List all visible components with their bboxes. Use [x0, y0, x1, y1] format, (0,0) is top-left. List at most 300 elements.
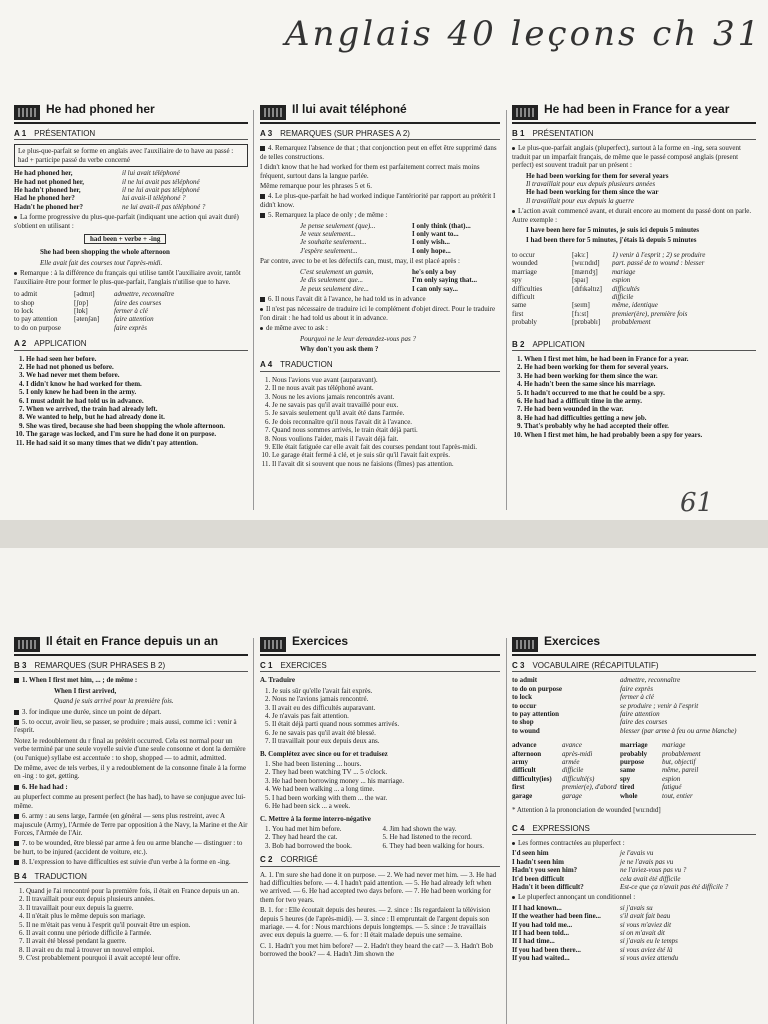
example-left: Je peux seulement dire...: [300, 284, 369, 293]
bullet-icon: [512, 147, 515, 150]
vocab-word: army: [512, 758, 528, 767]
section-label: CORRIGÉ: [280, 855, 318, 865]
vocab-word: to shop: [512, 718, 534, 727]
vocab-meaning: mariage: [612, 267, 636, 276]
section-number: A 3: [260, 129, 273, 138]
square-bullet-icon: [14, 814, 19, 819]
square-bullet-icon: [14, 710, 19, 715]
vocab-meaning: tout, entier: [662, 791, 693, 800]
list-item: 4. Il n'était plus le même depuis son mariage.: [26, 912, 248, 920]
example-row: [512, 929, 756, 937]
list-item: 7. Il travaillait pour eux depuis deux ans.: [272, 737, 500, 745]
handwritten-page-number: 61: [680, 488, 714, 518]
list-item: 7. When we arrived, the train had already left.: [26, 405, 248, 413]
example-right: je ne l'avais pas vu: [620, 857, 674, 866]
page-gap: [0, 520, 768, 548]
column-1: [14, 636, 248, 965]
list-item: 3. Nous ne les avions jamais rencontrés avant.: [272, 393, 500, 401]
vocab-phonetic: [wuːndɪd]: [572, 259, 600, 268]
example-right: si on m'avait dit: [620, 928, 665, 937]
bullet-icon: [512, 210, 515, 213]
list-item: 7. He had been wounded in the war.: [524, 405, 756, 413]
remark-text: 8. L'expression to have difficulties est suivie d'un verbe à la forme en -ing.: [22, 858, 231, 867]
example-row: [512, 858, 756, 866]
expressions-intro: [512, 839, 756, 847]
bullet-icon: [260, 308, 263, 311]
lesson-number-badge: [14, 637, 40, 652]
footnote: * Attention à la prononciation de wounded [wuːndɪd]: [512, 806, 661, 815]
vocab-meaning: difficultés: [612, 284, 640, 293]
list-item: 1. She had been listening ... hours.: [272, 760, 500, 768]
bullet-icon: [14, 216, 17, 219]
vocab-row: [14, 299, 248, 307]
remark: De même, avec de tels verbes, il y a redoublement de la consonne finale à la forme en -ing : to get, getting.: [14, 764, 247, 781]
example-translation: Elle avait fait des courses tout l'après-midi.: [40, 258, 163, 267]
remark: [14, 858, 248, 866]
example-row: [300, 238, 500, 246]
example-row: [512, 849, 756, 857]
section-number: C 1: [260, 661, 273, 670]
list-item: 2. They had been watching TV ... 5 o'clock.: [272, 768, 500, 776]
vocab-meaning: difficile: [612, 292, 634, 301]
square-bullet-icon: [260, 213, 265, 218]
example-right: I only wish...: [412, 238, 450, 247]
vocab-word: difficult: [512, 766, 536, 775]
list-item: 6. He had been sick ... a week.: [272, 802, 500, 810]
example-row: [300, 285, 500, 293]
bullet-icon: [512, 896, 515, 899]
vocab-word: probably: [512, 318, 537, 327]
list-item: 9. C'est probablement pourquoi il avait accepté leur offre.: [26, 954, 248, 962]
section-number: A 1: [14, 129, 27, 138]
vocab-word: purpose: [620, 758, 645, 767]
list-item: 6. Je dois reconnaître qu'il nous l'avait dit à l'avance.: [272, 418, 500, 426]
intro-text: Le plus-que-parfait anglais (pluperfect), surtout à la forme en -ing, sera souvent traduit par un imparfait français, de même que le passé composé anglais (present perfect) est souvent traduit par un présent :: [512, 144, 741, 170]
lesson-header: [14, 104, 248, 124]
translation-list: [26, 887, 248, 963]
vocab-list: [512, 251, 756, 327]
vocab-row: [512, 310, 756, 318]
example-left: Je pense seulement (que)...: [300, 221, 376, 230]
example-sentence: When I first arrived,: [54, 686, 117, 695]
lesson-header: [512, 104, 756, 124]
vocab-meaning: mariage: [662, 741, 686, 750]
exercise-list: [272, 687, 500, 746]
list-item: 11. He had said it so many times that we didn't pay attention.: [26, 439, 248, 447]
vocab-word: to do on purpose: [14, 323, 61, 332]
example-left: Je veux seulement...: [300, 230, 356, 239]
example-row: [14, 194, 248, 202]
vocab-meaning: but, objectif: [662, 758, 696, 767]
example-right: I'm only saying that...: [412, 276, 477, 285]
vocab-row: [512, 727, 756, 735]
section-label: VOCABULAIRE (RÉCAPITULATIF): [532, 661, 659, 670]
example-right: si j'avais eu le temps: [620, 937, 678, 946]
example-list: [526, 172, 756, 206]
column-2: [260, 104, 500, 470]
vocab-meaning: faire attention: [114, 315, 154, 324]
vocab-meaning: difficulté(s): [562, 774, 595, 783]
example-row: [300, 222, 500, 230]
section-label: REMARQUES (SUR PHRASES B 2): [34, 661, 166, 670]
expressions-list: [512, 849, 756, 891]
vocab-meaning: fermer à clé: [620, 693, 654, 702]
example-right: je l'avais vu: [620, 849, 654, 858]
section-number: C 3: [512, 661, 525, 670]
vocab-row: [14, 315, 248, 323]
example-right: si j'avais su: [620, 903, 653, 912]
section-heading: [512, 662, 756, 672]
vocab-meaning: difficile: [562, 766, 584, 775]
application-list: [26, 355, 248, 447]
list-item: 4. We had been walking ... a long time.: [272, 785, 500, 793]
vocab-row: [512, 710, 756, 718]
vocab-word: garage: [512, 791, 533, 800]
vocab-meaning: garage: [562, 791, 582, 800]
section-heading: [14, 340, 248, 350]
vocab-word: difficult: [512, 292, 535, 301]
example-right: I only think (that)...: [412, 221, 471, 230]
example-left: Had he phoned her?: [14, 194, 75, 203]
vocab-word: afternoon: [512, 749, 542, 758]
list-item: 8. He had had difficulties getting a new job.: [524, 414, 756, 422]
translation-list: [272, 376, 500, 468]
vocab-word: first: [512, 309, 524, 318]
action-text: L'action avait commencé avant, et durait encore au moment du passé dont on parle. Autre exemple :: [512, 207, 752, 224]
lesson-title: Il était en France depuis un an: [46, 634, 219, 648]
vocab-meaning: probablement: [662, 749, 701, 758]
vocab-list: [14, 290, 248, 332]
vocab-row: [512, 685, 756, 693]
list-item: 5. I had been working with them ... the war.: [272, 794, 500, 802]
intro: [512, 144, 756, 169]
example-left: If I had time...: [512, 937, 555, 946]
example-left: If you had been there...: [512, 945, 581, 954]
column-1: [14, 104, 248, 449]
section-number: C 2: [260, 855, 273, 865]
remark-text: 4. Le plus-que-parfait he had worked indique l'antériorité par rapport au prétérit I didn't know.: [260, 192, 496, 209]
remark-text: 7. to be wounded, être blessé par arme à feu ou arme blanche — distinguer : to be hurt, to be injured (accident de voiture, etc.).: [14, 839, 243, 856]
vocab-word: to occur: [512, 701, 537, 710]
example-list: [14, 169, 248, 211]
section-heading: [14, 662, 248, 672]
remark: Notez le redoublement du r final au prétérit occurred. Cela est normal pour un verbe terminé par une seule voyelle suivie d'une seule consonne et dont la dernière (ou l'unique) syllabe est accentuée : to shop, shopped — to admit, admitted.: [14, 736, 246, 762]
list-item: 5. Il était déjà parti quand nous sommes arrivés.: [272, 720, 500, 728]
example-translation: Quand je suis arrivé pour la première fois.: [54, 697, 174, 706]
vocab-word: first: [512, 783, 525, 792]
column-2: [260, 636, 500, 961]
section-label: PRÉSENTATION: [532, 129, 594, 138]
list-item: 10. Le garage était fermé à clé, et je suis sûr qu'il l'avait fait exprès.: [272, 451, 500, 459]
remark-text: 6. army : au sens large, l'armée (en général — sens plus restreint, avec A majuscule (Army), l'Armée de Terre par opposition à the Navy, la Marine et the Air Forces, l'Armée de l'Air.: [14, 812, 248, 837]
vocab-meaning: blesser (par arme à feu ou arme blanche): [620, 726, 737, 735]
example-left: If I had known...: [512, 903, 562, 912]
lesson-title: He had phoned her: [46, 102, 155, 116]
lesson-number-badge: [260, 105, 286, 120]
remark: [14, 783, 248, 791]
example-right: il lui avait téléphoné: [122, 169, 180, 178]
vocab-row: [14, 290, 248, 298]
example-left: C'est seulement un gamin,: [300, 267, 374, 276]
vocab-meaning: faire attention: [620, 710, 660, 719]
example-row: [512, 937, 756, 945]
expressions-intro-text: Les formes contractées au pluperfect :: [518, 838, 625, 847]
vocab-meaning: avance: [562, 741, 582, 750]
vocab-meaning: espion: [612, 276, 631, 285]
example-row: [512, 912, 756, 920]
example-left: J'espère seulement...: [300, 246, 358, 255]
divider: [506, 110, 507, 510]
example-left: Hadn't he phoned her?: [14, 202, 84, 211]
list-item: 4. Je n'avais pas fait attention.: [272, 712, 500, 720]
list-item: 9. That's probably why he had accepted their offer.: [524, 422, 756, 430]
list-item: 2. He had not phoned us before.: [26, 363, 248, 371]
example-right: si vous m'aviez dit: [620, 920, 672, 929]
example-right: ne l'aviez-vous pas vu ?: [620, 866, 687, 875]
vocab-word: to wound: [512, 726, 540, 735]
vocab-word: to pay attention: [512, 710, 560, 719]
vocab-meaning: premier(ère), première fois: [612, 309, 688, 318]
vocab-phonetic: [572, 293, 612, 301]
vocab-meaning: se produire ; venir à l'esprit: [620, 701, 699, 710]
section-heading: [14, 873, 248, 883]
vocab-meaning: admettre, reconnaître: [114, 290, 175, 299]
list-item: 3. He had been working for them since the war.: [524, 372, 756, 380]
remark-text: 6. Il nous l'avait dit à l'avance, he had told us in advance: [268, 294, 426, 303]
vocab-row: [512, 693, 756, 701]
example-right: I only hope...: [412, 246, 451, 255]
remark: Par contre, avec to be et les défectifs can, must, may, il est placé après :: [260, 257, 460, 266]
section-label: TRADUCTION: [280, 360, 333, 370]
vocab-meaning: probablement: [612, 318, 651, 327]
example-left: If the weather had been fine...: [512, 912, 601, 921]
section-number: A 2: [14, 339, 27, 349]
vocab-meaning: après-midi: [562, 749, 593, 758]
section-heading: [260, 662, 500, 672]
remark: au pluperfect comme au present perfect (he has had), to have se conjugue avec lui-même.: [14, 793, 246, 810]
vocab-word: spy: [620, 774, 631, 783]
remark: [14, 708, 248, 716]
section-number: C 4: [512, 823, 525, 833]
example-left: He hadn't phoned her,: [14, 186, 81, 195]
exercise-title: A. Traduire: [260, 676, 296, 685]
section-heading: [260, 856, 500, 866]
square-bullet-icon: [14, 860, 19, 865]
example-right: I can only say...: [412, 284, 458, 293]
example-right: il ne lui avait pas téléphoné: [122, 186, 200, 195]
example-sentence: He had been working for them for several years: [526, 171, 669, 180]
example-row: [512, 904, 756, 912]
list-item: 4. He hadn't been the same since his marriage.: [524, 380, 756, 388]
vocab-phonetic: [seɪm]: [572, 301, 590, 310]
square-bullet-icon: [14, 841, 19, 846]
remark: [260, 144, 500, 161]
remark: [14, 812, 248, 837]
vocab-word: to do on purpose: [512, 684, 562, 693]
vocab-meaning: premier(e), d'abord: [562, 783, 617, 792]
example-row: [14, 186, 248, 194]
list-item: 1. Nous l'avions vue avant (auparavant).: [272, 376, 500, 384]
vocab-row: [14, 307, 248, 315]
vocab-phonetic: [ətenʃən]: [74, 315, 100, 324]
square-bullet-icon: [14, 678, 19, 683]
exercise-title: C. Mettre à la forme interro-négative: [260, 814, 371, 823]
list-item: 1. When I first met him, he had been in France for a year.: [524, 355, 756, 363]
list-item: 3. He had been borrowing money ... his marriage.: [272, 777, 500, 785]
list-item: 2. Il ne nous avait pas téléphoné avant.: [272, 384, 500, 392]
vocab-phonetic: [fɜːst]: [572, 309, 589, 318]
list-item: 5. I only knew he had been in the army.: [26, 388, 248, 396]
example-left: He had not phoned her,: [14, 177, 84, 186]
vocab-row: [512, 276, 756, 284]
lesson-title: He had been in France for a year: [544, 102, 730, 116]
vocab-meaning: armée: [562, 758, 580, 767]
vocab-meaning: part. passé de to wound : blesser: [612, 259, 705, 268]
vocab-word: same: [512, 301, 527, 310]
remark-text: 4. Remarquez l'absence de that ; that conjonction peut en effet être supprimé dans de telles constructions.: [260, 144, 497, 161]
remark: [14, 269, 248, 286]
remark: [14, 718, 248, 735]
lesson-number-badge: [512, 637, 538, 652]
section-heading: [260, 361, 500, 371]
vocab-word: advance: [512, 741, 537, 750]
section-heading: [512, 825, 756, 835]
section-label: PRÉSENTATION: [34, 129, 96, 138]
vocab-word: probably: [620, 749, 648, 758]
section-number: A 4: [260, 360, 273, 370]
vocab-row: [512, 251, 756, 259]
vocab-meaning: fatigué: [662, 783, 682, 792]
lesson-title: Il lui avait téléphoné: [292, 102, 407, 116]
list-item: 4. Je ne savais pas qu'il avait travaillé pour eux.: [272, 401, 500, 409]
example-left: I hadn't seen him: [512, 857, 564, 866]
list-item: 1. Quand je l'ai rencontré pour la première fois, il était en France depuis un an.: [26, 887, 248, 895]
example-left: It'd been difficult: [512, 874, 565, 883]
list-item: 8. Nous voulions l'aider, mais il l'avait déjà fait.: [272, 435, 500, 443]
section-heading: [512, 341, 756, 351]
section-label: TRADUCTION: [34, 871, 87, 881]
section-heading: [260, 130, 500, 140]
example-sentence: Why don't you ask them ?: [300, 344, 379, 353]
exercise-list: [272, 760, 500, 810]
remark-text: de même avec to ask :: [266, 324, 329, 333]
example-row: [512, 883, 756, 891]
example-sentence: She had been shopping the whole afternoon: [40, 248, 170, 257]
divider: [253, 638, 254, 1024]
lesson-header: [14, 636, 248, 656]
vocab-row: [14, 324, 248, 332]
list-item: 3. We had never met them before.: [26, 371, 248, 379]
list-item: 2. He had been working for them for several years.: [524, 363, 756, 371]
remark-text: 5. Remarquez la place de only ; de même :: [268, 211, 388, 220]
section-number: B 2: [512, 339, 525, 349]
answer-key: C. 1. Hadn't you met him before? — 2. Hadn't they heard the cat? — 3. Hadn't Bob borrowed the book? — 4. Hadn't Jim shown the: [260, 941, 493, 959]
vocab-phonetic: [ədmɪt]: [74, 290, 95, 299]
section-label: APPLICATION: [34, 339, 87, 349]
vocab-word: difficulty(ies): [512, 774, 552, 783]
section-label: EXERCICES: [280, 661, 327, 670]
bottom-page: [0, 548, 768, 1024]
example-left: He had phoned her,: [14, 169, 73, 178]
example-right: si vous aviez été là: [620, 945, 673, 954]
answer-key: B. 1. for : Elle écoutait depuis des heures. — 2. since : Ils regardaient la télévision depuis 5 heures (de l'après-midi). — 3. since : Il empruntait de l'argent depuis son mariage. — 4. for : Nous marchions depuis longtemps. — 5. since : Je travaillais avec eux depuis la guerre. — 6. for : Il était malade depuis une semaine.: [260, 906, 491, 940]
bullet-icon: [14, 272, 17, 275]
lesson-title: Exercices: [544, 634, 601, 648]
list-item: 5. Il ne m'était pas venu à l'esprit qu'il pouvait être un espion.: [26, 921, 248, 929]
vocab-grid: [512, 741, 756, 800]
list-item: 5. He had listened to the record.: [390, 833, 501, 841]
section-number: B 3: [14, 661, 27, 670]
list-item: 1. You had met him before.: [272, 825, 383, 833]
remark: Même remarque pour les phrases 5 et 6.: [260, 182, 372, 191]
vocab-word: spy: [512, 276, 522, 285]
vocab-row: [512, 676, 756, 684]
vocab-phonetic: [mærɪdʒ]: [572, 267, 598, 276]
bullet-icon: [512, 842, 515, 845]
list-item: 6. Je ne savais pas qu'il avait été blessé.: [272, 729, 500, 737]
lesson-number-badge: [512, 105, 538, 120]
vocab-phonetic: [əkɜː]: [572, 250, 589, 259]
column-3: [512, 636, 756, 963]
list-item: 4. I didn't know he had worked for them.: [26, 380, 248, 388]
vocab-phonetic: [spaɪ]: [572, 276, 588, 285]
list-item: 6. He had had a difficult time in the army.: [524, 397, 756, 405]
action-note: [512, 207, 756, 224]
vocab-meaning: 1) venir à l'esprit ; 2) se produire: [612, 250, 706, 259]
vocab-word: to lock: [14, 306, 34, 315]
example-left: Hadn't it been difficult?: [512, 882, 584, 891]
lesson-title: Exercices: [292, 634, 349, 648]
square-bullet-icon: [260, 194, 265, 199]
vocab-word: to admit: [14, 290, 38, 299]
remark: [260, 192, 500, 209]
vocab-meaning: faire des courses: [620, 718, 668, 727]
vocab-word: to shop: [14, 298, 35, 307]
remark: [260, 211, 500, 219]
example-translation: Pourquoi ne le leur demandez-vous pas ?: [300, 334, 416, 343]
list-item: 10. When I first met him, he had probably been a spy for years.: [524, 431, 756, 439]
vocab-phonetic: [dɪfɪkəltɪz]: [572, 284, 602, 293]
example-row: [300, 230, 500, 238]
example-translation: Il travaillait pour eux depuis plusieurs années: [526, 180, 656, 189]
list-item: 1. He had seen her before.: [26, 355, 248, 363]
list-item: 3. Il avait eu des difficultés auparavant.: [272, 704, 500, 712]
progressive-text: La forme progressive du plus-que-parfait (indiquant une action qui avait duré) s'obtient en utilisant :: [14, 213, 239, 230]
divider: [253, 110, 254, 510]
answer-key: A. 1. I'm sure she had done it on purpose. — 2. We had never met him. — 3. He had had difficulties before. — 4. I hadn't paid attention. — 5. He had already left when we arrived. — 6. He had accepted two days before. — 7. He had been working for them for two years.: [260, 870, 497, 904]
lesson-number-badge: [14, 105, 40, 120]
list-item: 2. Nous ne l'avions jamais rencontré.: [272, 695, 500, 703]
section-label: APPLICATION: [532, 339, 585, 349]
vocab-row: [512, 301, 756, 309]
rule-box: Le plus-que-parfait se forme en anglais avec l'auxiliaire de to have au passé : had + participe passé du verbe concerné: [14, 144, 248, 167]
remark-text: 6. He had had :: [22, 782, 68, 791]
expressions-intro: [512, 893, 756, 901]
divider: [506, 638, 507, 1024]
vocab-meaning: même, pareil: [662, 766, 699, 775]
list-item: 9. Elle était fatiguée car elle avait fait des courses pendant tout l'après-midi.: [272, 443, 500, 451]
vocab-word: to pay attention: [14, 315, 58, 324]
only-examples: [300, 268, 500, 293]
example-right: I only want to...: [412, 230, 459, 239]
list-item: 6. Il avait connu une période difficile à l'armée.: [26, 929, 248, 937]
vocab-word: same: [620, 766, 636, 775]
vocab-word: difficulties: [512, 284, 543, 293]
section-heading: [512, 130, 756, 140]
example-right: ne lui avait-il pas téléphoné ?: [122, 202, 206, 211]
list-item: 7. Il avait été blessé pendant la guerre.: [26, 937, 248, 945]
handwritten-title: Anglais 40 leçons ch 31: [285, 14, 763, 54]
